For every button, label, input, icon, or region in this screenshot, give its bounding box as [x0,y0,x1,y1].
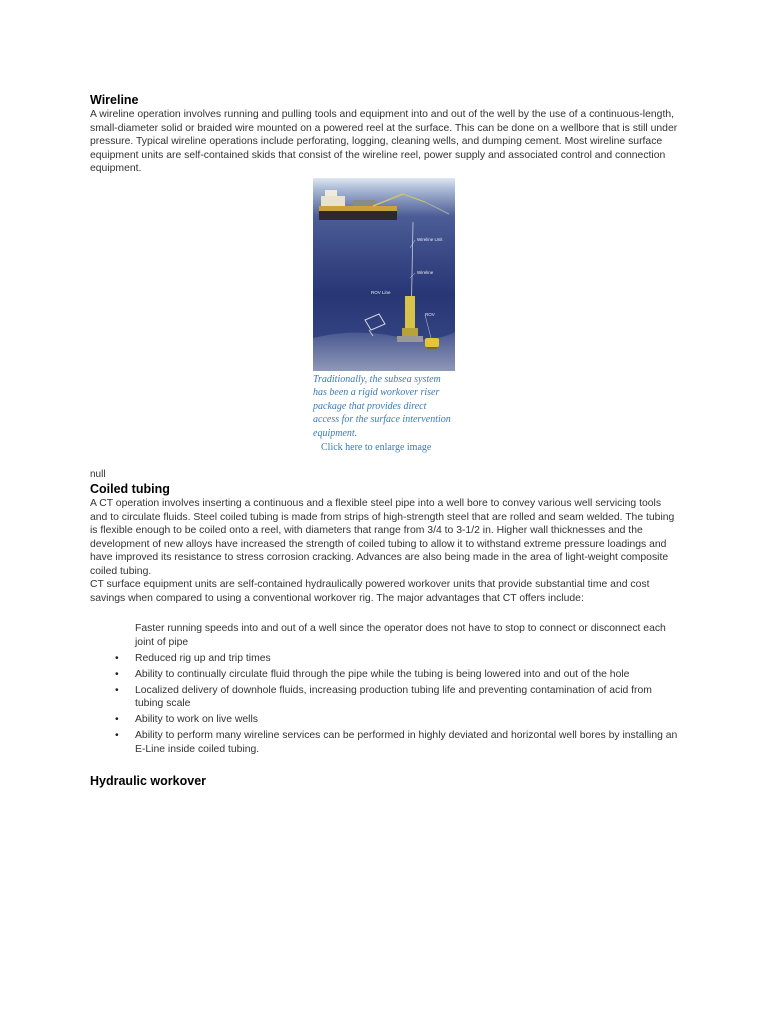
list-item: • Reduced rig up and trip times [135,652,680,666]
coiled-tubing-heading: Coiled tubing [90,482,170,496]
hydraulic-workover-heading: Hydraulic workover [90,774,207,788]
figure-caption: Traditionally, the subsea system has been a rigid workover riser package that provides direct access for the surface intervention equipment. [313,373,451,439]
rov-icon [425,338,439,349]
label-wireline: Wireline [417,269,434,275]
document-page [90,92,680,789]
label-rov-line: ROV Line [371,289,391,295]
list-item: • Ability to work on live wells [135,713,680,727]
list-item: • Ability to perform many wireline services can be performed in highly deviated and horizontal well bores by installing an E-Line inside coiled tubing. [135,729,680,756]
figure [313,178,455,455]
coiled-tubing-paragraph-2: CT surface equipment units are self-contained hydraulically powered workover units that provide substantial time and cost savings when compared to using a conventional workover rig. The major advantages that CT offers include: [90,579,650,604]
list-item: • Ability to continually circulate fluid through the pipe while the tubing is being lowered into and out of the hole [135,668,680,682]
coiled-tubing-paragraph-1: A CT operation involves inserting a continuous and a flexible steel pipe into a well bore to convey various well servicing tools and to circulate fluids. Steel coiled tubing is made from strips of high-strength steel that are rolled and seam welded. The tubing is flexible enough to be coiled onto a reel, with diameters that range from 3/4 to 3-1/2 in. Higher wall thicknesses and the development of new alloys have increased the strength of coiled tubing to allow it to withstand extreme pressure loadings and have improved its resistance to stress corrosion cracking. Advances are also being made in the area of light-weight composite coiled tubing. [90,498,675,577]
label-rov: ROV [425,311,435,317]
enlarge-image-link[interactable]: Click here to enlarge image [321,442,432,453]
subsea-illustration[interactable] [313,178,455,371]
list-item: Faster running speeds into and out of a well since the operator does not have to stop to connect or disconnect each joint of pipe [135,623,666,648]
label-wireline-unit: Wireline Unit [417,236,443,242]
advantages-list [90,622,680,756]
list-item: • Localized delivery of downhole fluids, increasing production tubing life and preventing contamination of acid from tubing scale [135,684,680,711]
wireline-heading: Wireline [90,93,139,107]
null-text: null [90,469,106,480]
wireline-paragraph: A wireline operation involves running and pulling tools and equipment into and out of the well by the use of a continuous-length, small-diameter solid or braided wire mounted on a powered reel at the surface. This can be done on a wellbore that is still under pressure. Typical wireline operations include perforating, logging, cleaning wells, and dumping cement. Most wireline surface equipment units are self-contained skids that consist of the wireline reel, power supply and associated control and connection equipment. [90,109,678,174]
